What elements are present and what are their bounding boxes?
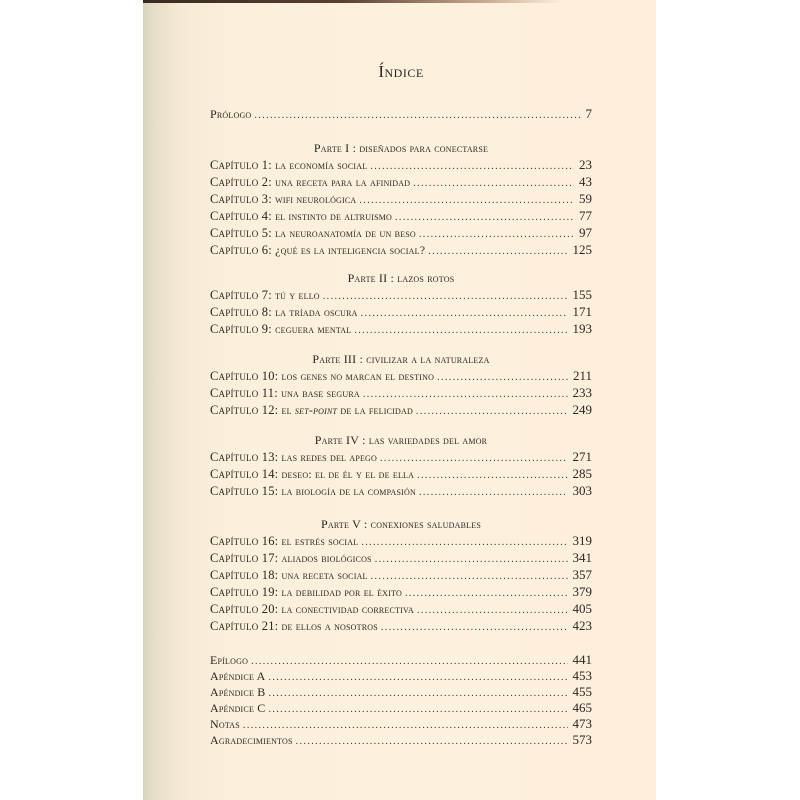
entry-page-number: 319 [572,533,592,548]
chapter-number: Capítulo 13: [210,450,279,464]
part-subtitle: diseñados para conectarse [359,141,489,155]
dot-leader [419,485,568,501]
part-subtitle: lazos rotos [397,271,455,285]
part-number: Parte V [321,517,361,531]
dot-leader [359,193,574,209]
part-separator: : [387,271,398,285]
toc-entry-chapter-8 [210,304,592,320]
entry-page-number: 211 [572,368,592,383]
toc-entry-notes [210,716,592,732]
dot-leader [381,620,568,636]
part-heading-1 [210,140,592,156]
entry-page-number: 43 [579,174,592,189]
entry-page-number: 441 [572,652,592,667]
dot-leader [395,210,574,226]
toc-entry-chapter-3 [210,191,592,207]
toc-entry-chapter-14 [210,466,592,482]
dot-leader [417,468,567,484]
chapter-title: deseo: el de él y el de ella [281,467,415,481]
entry-page-number: 155 [572,287,592,302]
part-number: Parte III [312,352,357,366]
italic-term: set-point [294,403,338,417]
chapter-number: Capítulo 9: [210,322,272,336]
chapter-number: Capítulo 20: [210,602,279,616]
dot-leader [380,451,567,467]
toc-entry-chapter-5 [210,225,592,241]
toc-entry-chapter-12 [210,402,592,418]
chapter-number: Capítulo 17: [210,551,279,565]
chapter-title: la economía social [275,158,368,172]
dot-leader [363,387,568,403]
toc-entry-epilogue [210,652,592,668]
chapter-title: una base segura [281,386,360,400]
page-title: Índice [378,62,424,81]
toc-entry-prologue [210,106,592,122]
chapter-title: aliados biológicos [281,551,372,565]
toc-entry-chapter-1 [210,157,592,173]
toc-entry-chapter-11 [210,385,592,401]
chapter-title: wifi neurológica [275,192,357,206]
part-heading-4 [210,432,592,448]
chapter-number: Capítulo 1: [210,158,272,172]
dot-leader [428,244,567,260]
chapter-title: el estrés social [281,534,359,548]
chapter-title: ceguera mental [275,322,352,336]
chapter-number: Capítulo 8: [210,305,272,319]
toc-entry-appendix-a [210,668,592,684]
dot-leader [323,289,568,305]
entry-page-number: 379 [572,584,592,599]
part-separator: : [356,352,367,366]
chapter-title: la debilidad por el éxito [281,585,402,599]
entry-label: Apéndice B [210,685,266,699]
dot-leader [296,734,568,750]
toc-entry-chapter-19 [210,584,592,600]
dot-leader [354,323,567,339]
toc-entry-chapter-16 [210,533,592,549]
chapter-number: Capítulo 7: [210,288,272,302]
part-number: Parte IV [314,433,359,447]
part-number: Parte II [347,271,388,285]
part-subtitle: civilizar a la naturaleza [366,352,490,366]
dot-leader [370,159,574,175]
toc-entry-appendix-b [210,684,592,700]
entry-page-number: 23 [579,157,592,172]
part-subtitle: las variedades del amor [368,433,488,447]
entry-page-number: 423 [572,618,592,633]
entry-page-number: 357 [572,567,592,582]
entry-page-number: 249 [572,402,592,417]
chapter-title: una receta para la afinidad [275,175,411,189]
entry-label: Notas [210,717,240,731]
chapter-title: la biología de la compasión [281,484,416,498]
dot-leader [437,370,568,386]
chapter-title: una receta social [281,568,368,582]
chapter-title: el set-point de la felicidad [281,403,413,417]
entry-page-number: 171 [572,304,592,319]
chapter-number: Capítulo 11: [210,386,278,400]
toc-entry-acknowledgements [210,732,592,748]
entry-page-number: 455 [572,684,592,699]
dot-leader [361,535,567,551]
dot-leader [371,569,568,585]
chapter-number: Capítulo 19: [210,585,279,599]
toc-entry-chapter-10 [210,368,592,384]
chapter-number: Capítulo 18: [210,568,279,582]
toc-entry-chapter-2 [210,174,592,190]
dot-leader [405,586,568,602]
chapter-title: la conectividad correctiva [281,602,414,616]
dot-leader [361,306,568,322]
part-subtitle: conexiones saludables [370,517,481,531]
chapter-title: la neuroanatomía de un beso [275,226,416,240]
chapter-number: Capítulo 21: [210,619,279,633]
entry-label: Agradecimientos [210,733,293,747]
chapter-number: Capítulo 14: [210,467,279,481]
dot-leader [419,227,574,243]
part-heading-3 [210,351,592,367]
entry-page-number: 453 [572,668,592,683]
chapter-title: la tríada oscura [275,305,358,319]
entry-page-number: 271 [572,449,592,464]
chapter-title: de ellos a nosotros [281,619,378,633]
entry-page-number: 59 [579,191,592,206]
chapter-number: Capítulo 3: [210,192,272,206]
chapter-number: Capítulo 16: [210,534,279,548]
chapter-number: Capítulo 5: [210,226,272,240]
entry-page-number: 573 [572,732,592,747]
toc-entry-chapter-17 [210,550,592,566]
dot-leader [375,552,568,568]
toc-entry-appendix-c [210,700,592,716]
entry-label: Epílogo [210,653,249,667]
chapter-title: los genes no marcan el destino [281,369,435,383]
entry-label: Apéndice C [210,701,266,715]
chapter-title: ¿qué es la inteligencia social? [275,243,426,257]
entry-page-number: 97 [579,225,592,240]
entry-label: Prólogo [210,107,252,121]
chapter-number: Capítulo 4: [210,209,272,223]
part-heading-5 [210,516,592,532]
chapter-number: Capítulo 15: [210,484,279,498]
chapter-title: tú y ello [275,288,320,302]
part-heading-2 [210,270,592,286]
chapter-number: Capítulo 12: [210,403,279,417]
part-separator: : [358,433,369,447]
toc-entry-chapter-4 [210,208,592,224]
toc-entry-chapter-21 [210,618,592,634]
dot-leader [413,176,574,192]
dot-leader [254,108,580,124]
entry-page-number: 77 [579,208,592,223]
toc-entry-chapter-6 [210,242,592,258]
entry-page-number: 233 [572,385,592,400]
toc-entry-chapter-13 [210,449,592,465]
chapter-title: las redes del apego [281,450,378,464]
toc-entry-chapter-20 [210,601,592,617]
entry-page-number: 341 [572,550,592,565]
chapter-number: Capítulo 2: [210,175,272,189]
toc-entry-chapter-9 [210,321,592,337]
dot-leader [416,404,568,420]
entry-page-number: 465 [572,700,592,715]
entry-page-number: 285 [572,466,592,481]
entry-page-number: 473 [572,716,592,731]
page-top-edge-shadow [143,0,656,3]
toc-entry-chapter-15 [210,483,592,499]
part-separator: : [360,517,371,531]
entry-page-number: 7 [585,106,592,121]
toc-entry-chapter-18 [210,567,592,583]
entry-page-number: 303 [572,483,592,498]
part-number: Parte I [313,141,350,155]
dot-leader [417,603,568,619]
entry-label: Apéndice A [210,669,266,683]
entry-page-number: 125 [572,242,592,257]
entry-page-number: 405 [572,601,592,616]
chapter-number: Capítulo 6: [210,243,272,257]
chapter-number: Capítulo 10: [210,369,279,383]
chapter-title: el instinto de altruismo [275,209,393,223]
part-separator: : [349,141,360,155]
entry-page-number: 193 [572,321,592,336]
toc-entry-chapter-7 [210,287,592,303]
book-page [143,0,656,800]
